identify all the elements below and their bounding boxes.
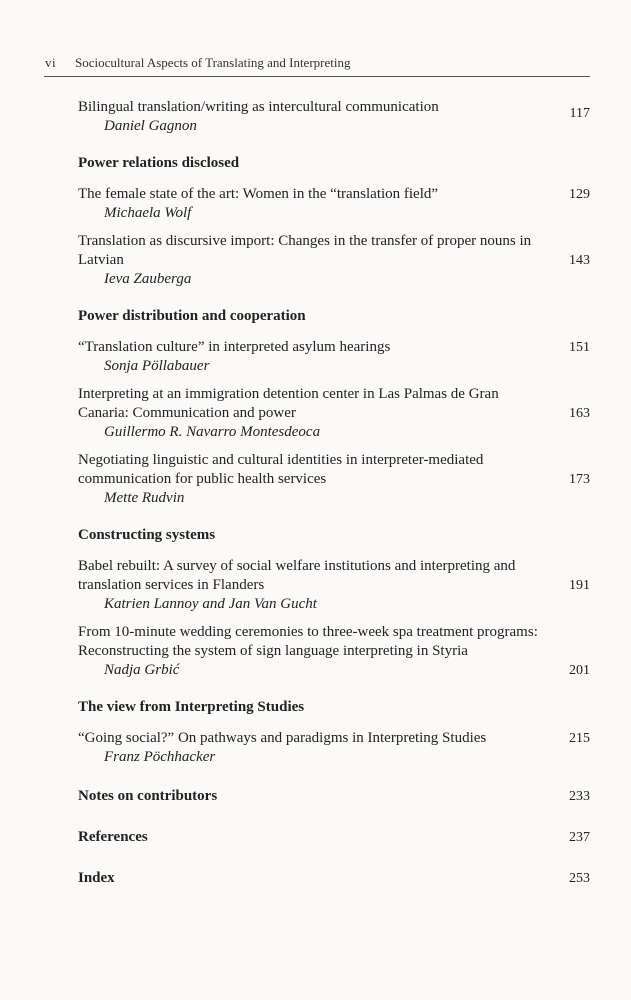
toc-entry[interactable] — [78, 451, 590, 508]
section-heading: Constructing systems — [78, 527, 216, 543]
toc-page-number: 117 — [569, 106, 590, 121]
toc-page-number: 143 — [569, 253, 590, 268]
toc-entry-title: Translation as discursive import: Changes in the transfer of proper nouns in Latvian — [78, 233, 532, 268]
running-head — [45, 55, 590, 71]
toc-entry[interactable] — [78, 729, 590, 767]
toc-page-number: 233 — [569, 789, 590, 804]
toc-entry[interactable] — [78, 338, 590, 376]
toc-entry-references[interactable] — [78, 828, 590, 847]
section-heading: The view from Interpreting Studies — [78, 699, 305, 715]
toc-entry-author: Ieva Zauberga — [104, 271, 192, 287]
toc-entry-author: Guillermo R. Navarro Montesdeoca — [104, 424, 321, 440]
toc-page-number: 215 — [569, 731, 590, 746]
toc-entry-title: Bilingual translation/writing as intercultural communication — [78, 99, 439, 115]
table-of-contents — [78, 98, 590, 888]
toc-entry-author: Sonja Pöllabauer — [104, 358, 210, 374]
toc-page-number: 173 — [569, 472, 590, 487]
toc-entry-title: Babel rebuilt: A survey of social welfare institutions and interpreting and translation services in Flanders — [78, 558, 516, 593]
toc-entry-title: Index — [78, 870, 115, 886]
toc-entry[interactable] — [78, 232, 590, 289]
toc-entry-title: From 10-minute wedding ceremonies to three-week spa treatment programs: Reconstructing the system of sign language interpreting in Styria — [78, 624, 538, 659]
toc-entry-author: Nadja Grbić — [104, 662, 180, 678]
toc-entry[interactable] — [78, 98, 590, 136]
toc-entry[interactable] — [78, 185, 590, 223]
toc-entry[interactable] — [78, 623, 590, 680]
folio: vi — [45, 55, 57, 70]
toc-entry-title: Negotiating linguistic and cultural identities in interpreter-mediated communication for public health services — [78, 452, 484, 487]
header-rule — [44, 76, 590, 77]
toc-entry-title: The female state of the art: Women in the “translation field” — [78, 186, 439, 202]
running-title: Sociocultural Aspects of Translating and Interpreting — [75, 55, 351, 70]
section-heading: Power relations disclosed — [78, 155, 240, 171]
toc-entry-title: Interpreting at an immigration detention center in Las Palmas de Gran Canaria: Communication and power — [78, 386, 499, 421]
toc-entry-title: References — [78, 829, 148, 845]
toc-entry-author: Michaela Wolf — [104, 205, 192, 221]
toc-entry-index[interactable] — [78, 869, 590, 888]
toc-entry-author: Mette Rudvin — [104, 490, 185, 506]
toc-entry-title: “Going social?” On pathways and paradigms in Interpreting Studies — [78, 730, 487, 746]
toc-entry[interactable] — [78, 557, 590, 614]
toc-page-number: 163 — [569, 406, 590, 421]
toc-page-number: 191 — [569, 578, 590, 593]
toc-page-number: 253 — [569, 871, 590, 886]
section-heading: Power distribution and cooperation — [78, 308, 306, 324]
toc-entry-author: Franz Pöchhacker — [104, 749, 216, 765]
toc-page-number: 201 — [569, 663, 590, 678]
toc-page-number: 237 — [569, 830, 590, 845]
toc-entry-author: Daniel Gagnon — [104, 118, 197, 134]
toc-entry-title: Notes on contributors — [78, 788, 218, 804]
toc-entry-title: “Translation culture” in interpreted asylum hearings — [78, 339, 391, 355]
toc-entry-notes[interactable] — [78, 787, 590, 806]
toc-page-number: 129 — [569, 187, 590, 202]
toc-entry-author: Katrien Lannoy and Jan Van Gucht — [104, 596, 317, 612]
toc-entry[interactable] — [78, 385, 590, 442]
toc-page-number: 151 — [569, 340, 590, 355]
